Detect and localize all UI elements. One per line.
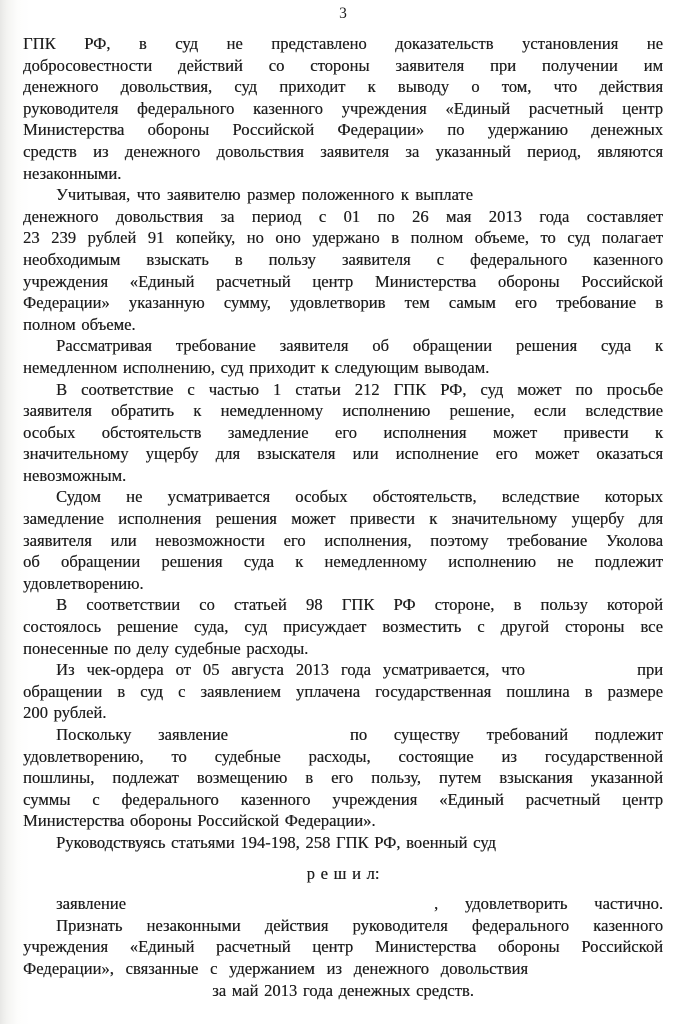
text-line: заявителя обратить к немедленному исполнению решение, если вследствие	[23, 401, 663, 421]
text-line: Министерства обороны Российской Федерации».	[23, 811, 376, 831]
text-line: В соответствии со статьей 98 ГПК РФ стороне, в пользу которой	[56, 595, 663, 615]
redaction-gap	[525, 673, 637, 675]
text-line: пошлины, подлежат возмещению в его пользу, путем взыскания указанной	[23, 768, 663, 788]
text-line: Учитывая, что заявителю размер положенного к выплате	[23, 184, 663, 206]
text-line: особых обстоятельств замедление его исполнения может привести к	[23, 422, 663, 442]
text-line: удовлетворению.	[23, 573, 144, 593]
redaction-gap	[228, 738, 350, 740]
text-line: руководителя федерального казенного учреждения «Единый расчетный центр	[23, 98, 663, 118]
text-line: Федерации», связанные с удержанием из денежного довольствия	[23, 958, 663, 980]
text-line: обращении в суд с заявлением уплачена государственная пошлина в размере	[23, 681, 663, 701]
redaction-gap	[473, 198, 663, 200]
text-line: Поскольку заявление по существу требований подлежит	[56, 725, 664, 744]
text-line: Из чек-ордера от 05 августа 2013 года усматривается, что при	[56, 660, 663, 680]
text-line: 200 рублей.	[23, 703, 107, 723]
text-line: понесенные по делу судебные расходы.	[23, 638, 309, 658]
redaction-gap	[528, 972, 663, 974]
text-line: незаконными.	[23, 163, 122, 183]
text-line: суммы с федерального казенного учреждения «Единый расчетный центр	[23, 789, 663, 809]
text-line: ГПК РФ, в суд не представлено доказательств установления не	[23, 34, 663, 53]
text-line: 23 239 рублей 91 копейку, но оно удержано в полном объеме, то суд полагает	[23, 228, 663, 248]
text-line: добросовестности действий со стороны заявителя при получении им	[23, 55, 663, 75]
text-line: денежного довольствия за период с 01 по 26 мая 2013 года составляет	[23, 206, 663, 226]
text-line: В соответствие с частью 1 статьи 212 ГПК РФ, суд может по просьбе	[56, 379, 663, 399]
text-line: полном объеме.	[23, 314, 136, 334]
text-line: р е ш и л:	[306, 863, 380, 883]
text-line: денежного довольствия, суд приходит к выводу о том, что действия	[23, 77, 663, 97]
text-line: удовлетворению, то судебные расходы, состоящие из государственной	[23, 746, 663, 766]
text-line: состоялось решение суда, суд присуждает возместить с другой стороны все	[23, 617, 663, 637]
text-line: за май 2013 года денежных средств.	[212, 980, 474, 1000]
text-line: Судом не усматривается особых обстоятельств, вследствие которых	[56, 487, 663, 507]
document-body	[23, 33, 663, 1001]
text-line: Руководствуясь статьями 194-198, 258 ГПК РФ, военный суд	[56, 832, 496, 852]
redaction-gap	[126, 907, 434, 909]
text-line: об обращении решения суда к немедленному исполнению не подлежит	[23, 552, 663, 572]
text-line: заявителя или невозможности его исполнения, поэтому требование Уколова	[23, 530, 663, 550]
text-line: Рассматривая требование заявителя об обращении решения суда к	[56, 336, 663, 356]
text-line: невозможным.	[23, 465, 127, 485]
text-line: Федерации» указанную сумму, удовлетворив тем самым его требование в	[23, 293, 663, 313]
text-line: средств из денежного довольствия заявителя за указанный период, являются	[23, 141, 663, 161]
text-line: Признать незаконными действия руководителя федерального казенного	[56, 915, 663, 935]
text-line: немедленном исполнению, суд приходит к следующим выводам.	[23, 357, 490, 377]
text-line: учреждения «Единый расчетный центр Министерства обороны Российской	[23, 271, 663, 291]
text-line: замедление исполнения решения может привести к значительному ущербу для	[23, 509, 663, 529]
text-line: заявление , удовлетворить частично.	[56, 894, 663, 914]
text-line: Министерства обороны Российской Федерации» по удержанию денежных	[23, 120, 663, 140]
page-number: 3	[339, 5, 347, 22]
text-line: необходимым взыскать в пользу заявителя с федерального казенного	[23, 249, 663, 269]
text-line: учреждения «Единый расчетный центр Министерства обороны Российской	[23, 937, 663, 957]
text-line: значительному ущербу для взыскателя или исполнение его может оказаться	[23, 444, 663, 464]
